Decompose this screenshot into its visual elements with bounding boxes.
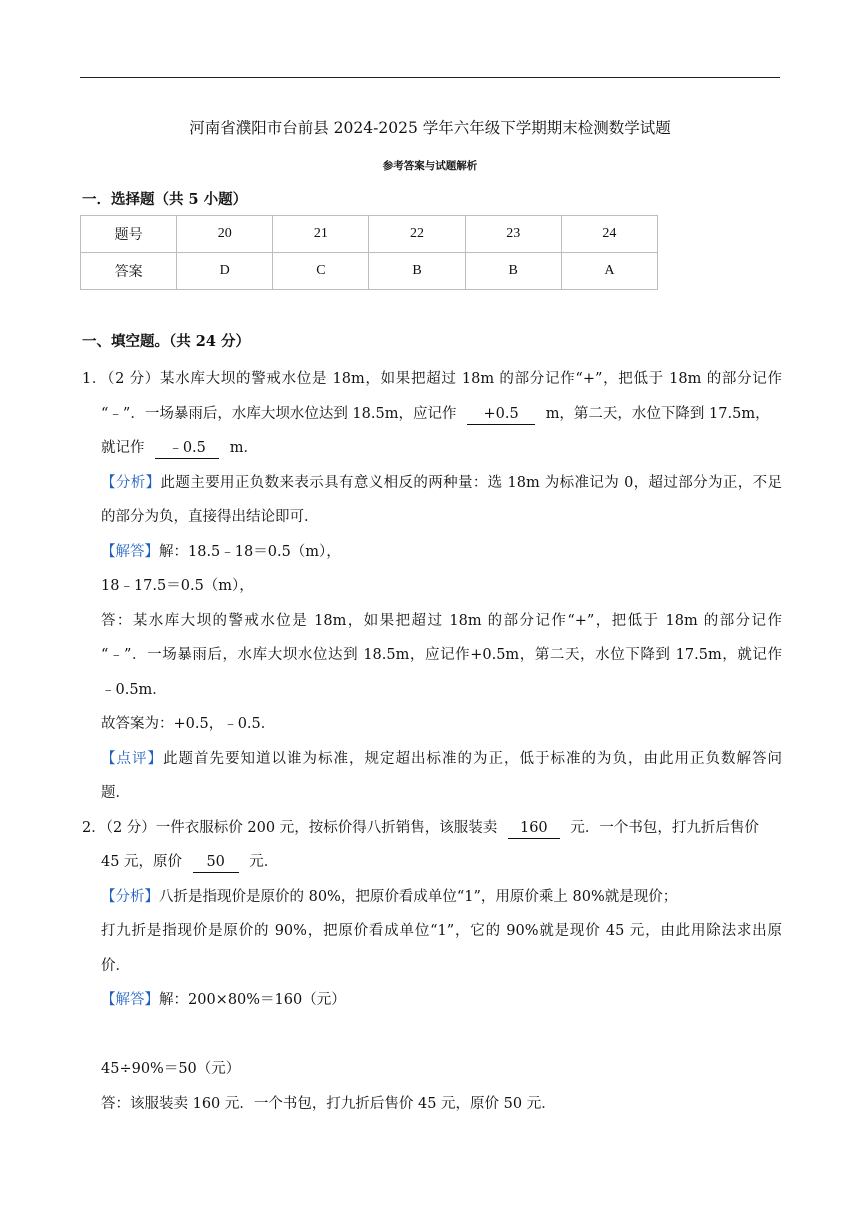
q2-answer-blank: 50	[193, 852, 239, 873]
table-cell: 20	[177, 216, 273, 253]
q2-answer-text: 解：200×80%＝160（元）	[159, 992, 346, 1008]
q2-answer-line	[82, 983, 782, 1018]
q2-answer-line: 答：该服装卖 160 元．一个书包，打九折后售价 45 元，原价 50 元．	[101, 1095, 556, 1112]
q1-answer-text: 解：18.5﹣18＝0.5（m），	[159, 543, 341, 560]
q1-stem-line	[82, 431, 782, 466]
header-rule	[80, 77, 780, 78]
q1-stem-line	[82, 397, 782, 432]
table-cell: C	[273, 253, 369, 290]
table-cell: 21	[273, 216, 369, 253]
comment-tag: 【点评】	[101, 750, 163, 767]
spacer	[82, 1018, 782, 1053]
q1-comment-text: 此题首先要知道以谁为标准，规定超出标准的为正，低于标准的为负，由此用正负数解答问	[163, 750, 782, 767]
q1-answer-line: “﹣”．一场暴雨后，水库大坝水位达到 18.5m，应记作+0.5m，第二天，水位下降到 17.5m，就记作	[101, 647, 782, 663]
q2-text: 45 元，原价	[101, 854, 183, 870]
q1-analysis-line: 的部分为负，直接得出结论即可．	[101, 509, 319, 525]
table-cell: D	[177, 253, 273, 290]
q1-text: m，第二天，水位下降到 17.5m，	[545, 405, 770, 422]
q2-answer-blank: 160	[508, 818, 560, 839]
q1-comment-line	[82, 742, 782, 777]
answer-table	[80, 215, 658, 290]
table-cell: 22	[369, 216, 465, 253]
q1-text: “﹣”．一场暴雨后，水库大坝水位达到 18.5m，应记作	[101, 405, 457, 422]
q1-text: 就记作	[101, 440, 145, 456]
q1-comment-line: 题．	[101, 785, 130, 801]
q2-answer-line: 45÷90%＝50（元）	[101, 1061, 241, 1077]
q2-text: 元．	[249, 854, 279, 870]
q2-analysis-line	[82, 880, 782, 915]
document-subtitle: 参考答案与试题解析	[382, 160, 478, 172]
analysis-tag: 【分析】	[101, 474, 161, 491]
table-row-question-numbers	[81, 216, 658, 253]
q1-answer-line: 18﹣17.5＝0.5（m），	[101, 578, 254, 594]
table-cell: 24	[561, 216, 657, 253]
table-cell: B	[465, 253, 561, 290]
q1-answer-line: 答：某水库大坝的警戒水位是 18m，如果把超过 18m 的部分记作“+”，把低于 18m 的部分记作	[101, 612, 782, 629]
q1-stem-line: 1．（2 分）某水库大坝的警戒水位是 18m，如果把超过 18m 的部分记作“+”，把低于 18m 的部分记作	[82, 371, 782, 387]
answer-tag: 【解答】	[101, 992, 159, 1008]
q2-analysis-line: 价．	[101, 957, 130, 974]
q1-answer-blank: +0.5	[467, 404, 535, 425]
q2-text: 元．一个书包，打九折后售价	[570, 819, 759, 836]
solutions-body	[82, 362, 782, 1121]
table-cell: B	[369, 253, 465, 290]
q2-analysis-text: 八折是指现价是原价的 80%，把原价看成单位“1”，用原价乘上 80%就是现价；	[159, 888, 678, 905]
q1-analysis-text: 此题主要用正负数来表示具有意义相反的两种量：选 18m 为标准记为 0，超过部分为正，不足	[160, 474, 782, 491]
q2-stem-line	[82, 811, 782, 846]
q1-analysis-line	[82, 466, 782, 501]
q2-analysis-line: 打九折是指现价是原价的 90%，把原价看成单位“1”，它的 90%就是现价 45 元，由此用除法求出原	[101, 923, 782, 939]
q2-text: 2．（2 分）一件衣服标价 200 元，按标价得八折销售，该服装卖	[82, 819, 498, 836]
q1-answer-line: ﹣0.5m．	[101, 681, 167, 698]
table-row-answers	[81, 253, 658, 290]
answer-tag: 【解答】	[101, 543, 159, 560]
table-cell: 答案	[81, 253, 177, 290]
section-heading-fill: 一、填空题。（共 24 分）	[82, 333, 251, 350]
table-cell: 题号	[81, 216, 177, 253]
q1-answer-line	[82, 535, 782, 570]
q1-answer-line: 故答案为：+0.5，﹣0.5．	[101, 716, 276, 732]
document-title: 河南省濮阳市台前县 2024-2025 学年六年级下学期期末检测数学试题	[189, 119, 671, 137]
q2-stem-line	[82, 845, 782, 880]
section-heading-choice: 一．选择题（共 5 小题）	[82, 191, 248, 208]
q1-text: m．	[229, 440, 258, 456]
table-cell: 23	[465, 216, 561, 253]
analysis-tag: 【分析】	[101, 888, 159, 905]
table-cell: A	[561, 253, 657, 290]
q1-answer-blank: ﹣0.5	[155, 438, 219, 459]
